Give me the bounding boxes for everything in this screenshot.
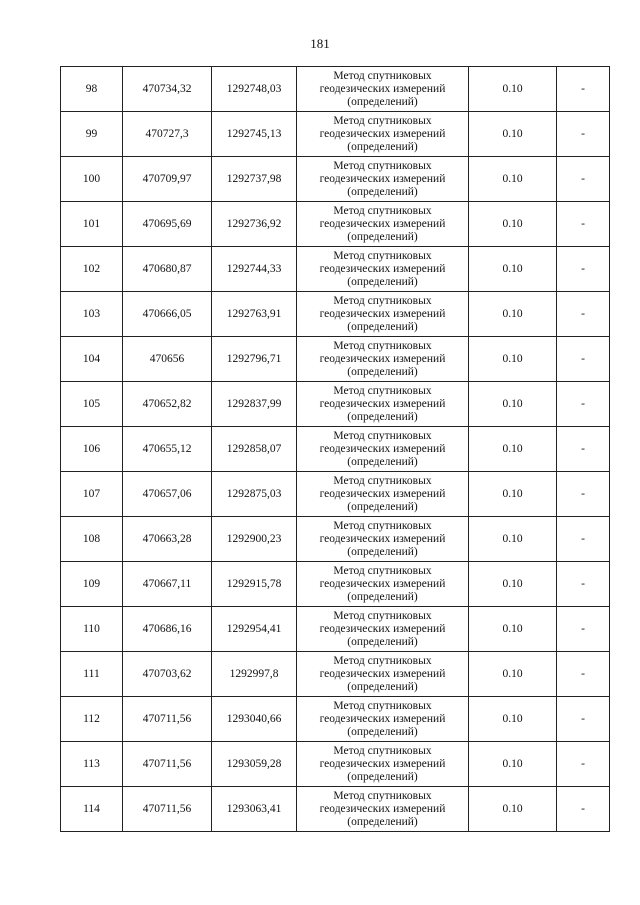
point-number-cell: 104 [61,337,123,382]
method-cell [297,787,469,832]
method-line-2: геодезических измерений [319,802,446,815]
method-cell [297,202,469,247]
method-line-3: (определений) [347,365,418,378]
x-coordinate-cell: 470711,56 [123,787,212,832]
y-coordinate-cell: 1292997,8 [212,652,297,697]
accuracy-cell: 0.10 [469,427,557,472]
method-line-2: геодезических измерений [319,712,446,725]
point-number-cell: 114 [61,787,123,832]
x-coordinate-cell: 470727,3 [123,112,212,157]
note-cell: - [557,787,610,832]
note-cell: - [557,427,610,472]
table-row [61,382,610,427]
table-row [61,472,610,517]
method-line-2: геодезических измерений [319,397,446,410]
y-coordinate-cell: 1292837,99 [212,382,297,427]
method-cell [297,652,469,697]
method-line-1: Метод спутниковых [333,114,432,127]
method-line-3: (определений) [347,95,418,108]
note-cell: - [557,247,610,292]
method-line-3: (определений) [347,635,418,648]
note-cell: - [557,697,610,742]
method-line-1: Метод спутниковых [333,159,432,172]
y-coordinate-cell: 1293059,28 [212,742,297,787]
point-number-cell: 102 [61,247,123,292]
table-row [61,157,610,202]
y-coordinate-cell: 1292796,71 [212,337,297,382]
method-line-2: геодезических измерений [319,577,446,590]
table-row [61,787,610,832]
table-row [61,697,610,742]
point-number-cell: 106 [61,427,123,472]
accuracy-cell: 0.10 [469,742,557,787]
y-coordinate-cell: 1293040,66 [212,697,297,742]
accuracy-cell: 0.10 [469,697,557,742]
y-coordinate-cell: 1292745,13 [212,112,297,157]
x-coordinate-cell: 470667,11 [123,562,212,607]
note-cell: - [557,382,610,427]
point-number-cell: 101 [61,202,123,247]
x-coordinate-cell: 470655,12 [123,427,212,472]
method-line-2: геодезических измерений [319,667,446,680]
point-number-cell: 112 [61,697,123,742]
accuracy-cell: 0.10 [469,112,557,157]
note-cell: - [557,337,610,382]
method-line-1: Метод спутниковых [333,564,432,577]
point-number-cell: 103 [61,292,123,337]
x-coordinate-cell: 470652,82 [123,382,212,427]
accuracy-cell: 0.10 [469,562,557,607]
note-cell: - [557,652,610,697]
x-coordinate-cell: 470663,28 [123,517,212,562]
method-cell [297,607,469,652]
note-cell: - [557,562,610,607]
method-cell [297,742,469,787]
method-line-2: геодезических измерений [319,622,446,635]
method-line-3: (определений) [347,680,418,693]
page-number: 181 [310,36,330,51]
y-coordinate-cell: 1292875,03 [212,472,297,517]
x-coordinate-cell: 470709,97 [123,157,212,202]
accuracy-cell: 0.10 [469,382,557,427]
method-line-2: геодезических измерений [319,352,446,365]
accuracy-cell: 0.10 [469,157,557,202]
y-coordinate-cell: 1292763,91 [212,292,297,337]
note-cell: - [557,292,610,337]
method-cell [297,697,469,742]
table-row [61,427,610,472]
method-line-3: (определений) [347,455,418,468]
x-coordinate-cell: 470703,62 [123,652,212,697]
point-number-cell: 100 [61,157,123,202]
y-coordinate-cell: 1292954,41 [212,607,297,652]
table-row [61,202,610,247]
table-row [61,337,610,382]
method-line-2: геодезических измерений [319,532,446,545]
accuracy-cell: 0.10 [469,292,557,337]
x-coordinate-cell: 470656 [123,337,212,382]
method-line-2: геодезических измерений [319,442,446,455]
method-line-3: (определений) [347,140,418,153]
method-line-1: Метод спутниковых [333,69,432,82]
method-line-2: геодезических измерений [319,487,446,500]
coordinates-table [60,66,610,832]
method-line-3: (определений) [347,770,418,783]
y-coordinate-cell: 1292915,78 [212,562,297,607]
table-row [61,67,610,112]
method-line-3: (определений) [347,725,418,738]
method-line-2: геодезических измерений [319,217,446,230]
method-line-2: геодезических измерений [319,757,446,770]
note-cell: - [557,157,610,202]
method-line-2: геодезических измерений [319,262,446,275]
method-line-3: (определений) [347,230,418,243]
method-line-1: Метод спутниковых [333,519,432,532]
table-row [61,292,610,337]
point-number-cell: 111 [61,652,123,697]
x-coordinate-cell: 470695,69 [123,202,212,247]
accuracy-cell: 0.10 [469,607,557,652]
method-line-2: геодезических измерений [319,172,446,185]
table-row [61,517,610,562]
y-coordinate-cell: 1292858,07 [212,427,297,472]
method-line-1: Метод спутниковых [333,429,432,442]
method-cell [297,157,469,202]
method-cell [297,337,469,382]
accuracy-cell: 0.10 [469,472,557,517]
table-body [61,67,610,832]
note-cell: - [557,742,610,787]
table-row [61,652,610,697]
note-cell: - [557,67,610,112]
table-row [61,562,610,607]
point-number-cell: 108 [61,517,123,562]
note-cell: - [557,202,610,247]
accuracy-cell: 0.10 [469,202,557,247]
table-row [61,607,610,652]
accuracy-cell: 0.10 [469,247,557,292]
x-coordinate-cell: 470657,06 [123,472,212,517]
table-row [61,742,610,787]
method-line-1: Метод спутниковых [333,204,432,217]
method-cell [297,472,469,517]
method-cell [297,292,469,337]
method-cell [297,517,469,562]
method-line-1: Метод спутниковых [333,294,432,307]
point-number-cell: 98 [61,67,123,112]
y-coordinate-cell: 1292737,98 [212,157,297,202]
method-line-1: Метод спутниковых [333,699,432,712]
method-line-1: Метод спутниковых [333,384,432,397]
note-cell: - [557,607,610,652]
table-row [61,247,610,292]
accuracy-cell: 0.10 [469,67,557,112]
method-line-3: (определений) [347,185,418,198]
accuracy-cell: 0.10 [469,517,557,562]
method-line-1: Метод спутниковых [333,789,432,802]
method-cell [297,427,469,472]
method-line-3: (определений) [347,320,418,333]
method-line-3: (определений) [347,590,418,603]
method-line-3: (определений) [347,500,418,513]
note-cell: - [557,112,610,157]
x-coordinate-cell: 470686,16 [123,607,212,652]
point-number-cell: 107 [61,472,123,517]
point-number-cell: 113 [61,742,123,787]
method-line-2: геодезических измерений [319,127,446,140]
method-line-3: (определений) [347,275,418,288]
method-line-3: (определений) [347,410,418,423]
note-cell: - [557,472,610,517]
method-cell [297,247,469,292]
method-cell [297,112,469,157]
method-line-1: Метод спутниковых [333,609,432,622]
accuracy-cell: 0.10 [469,652,557,697]
y-coordinate-cell: 1292748,03 [212,67,297,112]
method-line-1: Метод спутниковых [333,339,432,352]
y-coordinate-cell: 1292900,23 [212,517,297,562]
method-line-1: Метод спутниковых [333,249,432,262]
method-line-3: (определений) [347,545,418,558]
method-line-1: Метод спутниковых [333,654,432,667]
point-number-cell: 105 [61,382,123,427]
point-number-cell: 110 [61,607,123,652]
method-line-1: Метод спутниковых [333,474,432,487]
method-line-1: Метод спутниковых [333,744,432,757]
y-coordinate-cell: 1293063,41 [212,787,297,832]
y-coordinate-cell: 1292744,33 [212,247,297,292]
table-row [61,112,610,157]
x-coordinate-cell: 470734,32 [123,67,212,112]
x-coordinate-cell: 470680,87 [123,247,212,292]
note-cell: - [557,517,610,562]
method-cell [297,67,469,112]
x-coordinate-cell: 470666,05 [123,292,212,337]
point-number-cell: 99 [61,112,123,157]
accuracy-cell: 0.10 [469,337,557,382]
y-coordinate-cell: 1292736,92 [212,202,297,247]
point-number-cell: 109 [61,562,123,607]
method-line-2: геодезических измерений [319,307,446,320]
method-line-3: (определений) [347,815,418,828]
method-cell [297,382,469,427]
x-coordinate-cell: 470711,56 [123,742,212,787]
method-cell [297,562,469,607]
accuracy-cell: 0.10 [469,787,557,832]
method-line-2: геодезических измерений [319,82,446,95]
x-coordinate-cell: 470711,56 [123,697,212,742]
